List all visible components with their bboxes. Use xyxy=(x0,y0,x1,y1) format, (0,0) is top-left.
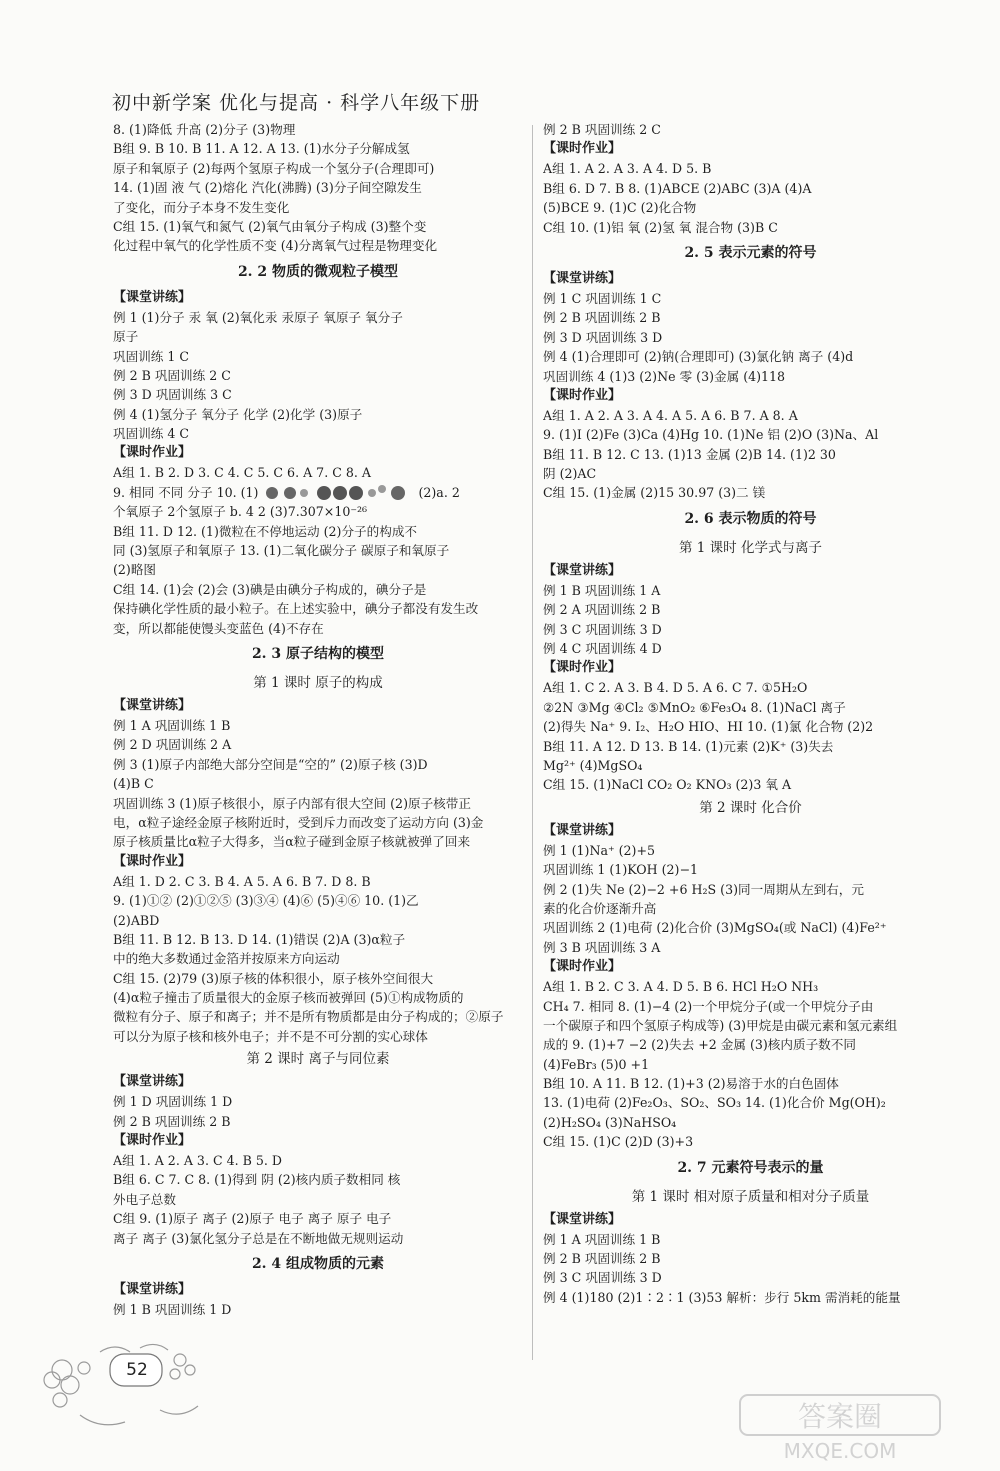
answer-line: (5)BCE 9. (1)C (2)化合物 xyxy=(543,200,697,216)
answer-line: 个氧原子 2个氢原子 b. 4 2 (3)7.307×10⁻²⁶ xyxy=(113,504,368,520)
answer-line: 例 1 D 巩固训练 1 D xyxy=(113,1094,233,1110)
answer-line: A组 1. B 2. C 3. A 4. D 5. B 6. HCl H₂O NH₃ xyxy=(543,979,819,995)
answer-line: 成的 9. (1)+7 −2 (2)失去 +2 金属 (3)核内质子数不同 xyxy=(543,1037,856,1053)
answer-line: (2)得失 Na⁺ 9. I₂、H₂O HIO、HI 10. (1)氯 化合物 (2)2 xyxy=(543,719,874,735)
answer-line: 例 1 A 巩固训练 1 B xyxy=(113,717,231,733)
section-tag: 【课时作业】 xyxy=(543,959,622,975)
answer-line: 例 4 (1)180 (2)1∶2∶1 (3)53 解析：步行 5km 需消耗的能量 xyxy=(543,1289,901,1305)
answer-line: 例 1 (1)Na⁺ (2)+5 xyxy=(543,842,656,858)
answer-line: B组 9. B 10. B 11. A 12. A 13. (1)水分子分解成氢 xyxy=(113,141,410,157)
answer-line: 例 2 B 巩固训练 2 C xyxy=(543,122,661,137)
section-tag: 【课堂讲练】 xyxy=(113,697,192,713)
section-tag: 【课时作业】 xyxy=(113,1133,192,1149)
answer-line: 例 2 A 巩固训练 2 B xyxy=(543,602,661,618)
lesson-title: 第 1 课时 相对原子质量和相对分子质量 xyxy=(631,1188,870,1205)
molecule-model-icon xyxy=(264,483,414,503)
answer-line: 保持碘化学性质的最小粒子。在上述实验中，碘分子都没有发生改 xyxy=(113,601,479,617)
answer-line: 中的绝大多数通过金箔并按原来方向运动 xyxy=(113,951,340,967)
answer-line: 微粒有分子、原子和离子；并不是所有物质都是由分子构成的；②原子 xyxy=(113,1009,504,1025)
answer-line: 例 1 B 巩固训练 1 D xyxy=(113,1301,232,1317)
section-tag: 【课时作业】 xyxy=(543,660,622,676)
section-tag: 【课时作业】 xyxy=(113,853,192,869)
answer-line: C组 15. (2)79 (3)原子核的体积很小，原子核外空间很大 xyxy=(113,970,434,986)
answer-line: C组 15. (1)NaCl CO₂ O₂ KNO₃ (2)3 氧 A xyxy=(543,777,792,793)
answer-line: 8. (1)降低 升高 (2)分子 (3)物理 xyxy=(113,122,296,137)
section-tag: 【课堂讲练】 xyxy=(543,822,622,838)
column-divider xyxy=(532,125,533,1360)
section-tag: 【课堂讲练】 xyxy=(543,270,622,286)
answer-line: 例 2 D 巩固训练 2 A xyxy=(113,737,232,753)
answer-line: 例 3 C 巩固训练 3 D xyxy=(543,1270,662,1286)
answer-line: A组 1. A 2. A 3. C 4. B 5. D xyxy=(113,1153,282,1169)
answer-line: C组 15. (1)氧气和氮气 (2)氧气由氧分子构成 (3)整个变 xyxy=(113,218,427,234)
watermark-logo-icon xyxy=(710,1390,970,1465)
answer-line: 例 3 D 巩固训练 3 D xyxy=(543,329,663,345)
section-tag: 【课堂讲练】 xyxy=(113,1074,192,1090)
answer-line: B组 11. A 12. D 13. B 14. (1)元素 (2)K⁺ (3)失去 xyxy=(543,738,834,754)
section-tag: 【课堂讲练】 xyxy=(113,289,192,305)
answer-text: (2)a. 2 xyxy=(414,484,460,500)
section-tag: 【课堂讲练】 xyxy=(543,562,622,578)
lesson-title: 第 1 课时 原子的构成 xyxy=(253,674,383,691)
answer-line: 例 1 (1)分子 汞 氧 (2)氧化汞 汞原子 氧原子 氧分子 xyxy=(113,309,403,325)
answer-line: 例 3 (1)原子内部绝大部分空间是“空的” (2)原子核 (3)D xyxy=(113,756,428,772)
lesson-title: 第 2 课时 离子与同位素 xyxy=(246,1051,390,1068)
answer-line: CH₄ 7. 相同 8. (1)−4 (2)一个甲烷分子(或一个甲烷分子由 xyxy=(543,998,874,1014)
answer-line: A组 1. C 2. A 3. B 4. D 5. A 6. C 7. ①5H₂O xyxy=(543,680,808,696)
lesson-title: 第 1 课时 化学式与离子 xyxy=(679,539,822,556)
answer-line: 例 4 (1)合理即可 (2)钠(合理即可) (3)氯化钠 离子 (4)d xyxy=(543,349,854,365)
answer-line: B组 10. A 11. B 12. (1)+3 (2)易溶于水的白色固体 xyxy=(543,1076,839,1092)
answer-line: B组 6. D 7. B 8. (1)ABCE (2)ABC (3)A (4)A xyxy=(543,180,812,196)
left-column xyxy=(113,120,523,1319)
answer-line: 巩固训练 1 C xyxy=(113,348,190,364)
answer-line: (4)α粒子撞击了质量很大的金原子核而被弹回 (5)①构成物质的 xyxy=(113,990,464,1006)
answer-line: 了变化，而分子本身不发生变化 xyxy=(113,199,290,215)
answer-line: 例 4 (1)氢分子 氧分子 化学 (2)化学 (3)原子 xyxy=(113,406,363,422)
answer-line-molecule xyxy=(113,483,523,502)
right-column xyxy=(543,120,958,1307)
answer-line: B组 6. C 7. C 8. (1)得到 阴 (2)核内质子数相同 核 xyxy=(113,1172,401,1188)
answer-line: 巩固训练 1 (1)KOH (2)−1 xyxy=(543,862,699,878)
answer-line: 例 2 (1)失 Ne (2)−2 +6 H₂S (3)同一周期从左到右，元 xyxy=(543,881,864,897)
section-tag: 【课时作业】 xyxy=(113,445,192,461)
answer-line: C组 9. (1)原子 离子 (2)原子 电子 离子 原子 电子 xyxy=(113,1211,392,1227)
answer-line: 例 4 C 巩固训练 4 D xyxy=(543,641,662,657)
answer-line: 电，α粒子途经金原子核附近时，受到斥力而改变了运动方向 (3)金 xyxy=(113,814,484,830)
answer-line: 阴 (2)AC xyxy=(543,466,597,482)
section-title: 2. 2 物质的微观粒子模型 xyxy=(237,263,399,280)
answer-line: C组 14. (1)会 (2)会 (3)碘是由碘分子构成的，碘分子是 xyxy=(113,581,427,597)
answer-line: 原子 xyxy=(113,329,139,345)
lesson-title: 第 2 课时 化合价 xyxy=(699,799,802,816)
answer-line: 一个碳原子和四个氢原子构成等) (3)甲烷是由碳元素和氢元素组 xyxy=(543,1017,898,1033)
section-title: 2. 5 表示元素的符号 xyxy=(684,244,817,261)
answer-line: C组 15. (1)C (2)D (3)+3 xyxy=(543,1134,694,1150)
answer-line: (4)B C xyxy=(113,776,154,792)
section-title: 2. 6 表示物质的符号 xyxy=(684,510,817,527)
answer-line: A组 1. A 2. A 3. A 4. D 5. B xyxy=(543,161,712,177)
answer-line: 例 2 B 巩固训练 2 B xyxy=(543,1251,661,1267)
answer-text: 9. 相同 不同 分子 10. (1) xyxy=(113,484,259,500)
answer-line: 离子 离子 (3)氯化氢分子总是在不断地做无规则运动 xyxy=(113,1230,404,1246)
answer-line: B组 11. B 12. C 13. (1)13 金属 (2)B 14. (1)2 30 xyxy=(543,446,836,462)
answer-line: B组 11. B 12. B 13. D 14. (1)错误 (2)A (3)α粒子 xyxy=(113,931,406,947)
answer-line: 化过程中氧气的化学性质不变 (4)分离氧气过程是物理变化 xyxy=(113,238,438,254)
answer-line: 巩固训练 4 (1)3 (2)Ne 零 (3)金属 (4)118 xyxy=(543,368,786,384)
answer-line: 巩固训练 4 C xyxy=(113,426,190,442)
section-tag: 【课堂讲练】 xyxy=(543,1211,622,1227)
answer-line: 可以分为原子核和核外电子；并不是不可分割的实心球体 xyxy=(113,1028,428,1044)
answer-line: 巩固训练 3 (1)原子核很小，原子内部有很大空间 (2)原子核带正 xyxy=(113,795,471,811)
answer-line: 变，所以都能使馒头变蓝色 (4)不存在 xyxy=(113,620,324,636)
answer-line: 例 2 B 巩固训练 2 B xyxy=(113,1113,231,1129)
answer-line: 原子和氧原子 (2)每两个氢原子构成一个氢分子(合理即可) xyxy=(113,160,435,176)
answer-line: 例 2 B 巩固训练 2 B xyxy=(543,310,661,326)
answer-line: 9. (1)I (2)Fe (3)Ca (4)Hg 10. (1)Ne 铝 (2)O (3)Na、Al xyxy=(543,427,879,443)
section-tag: 【课堂讲练】 xyxy=(113,1281,192,1297)
section-tag: 【课时作业】 xyxy=(543,387,622,403)
watermark-url: MXQE.COM xyxy=(783,1439,897,1463)
answer-line: (2)略图 xyxy=(113,562,157,578)
answer-line: B组 11. D 12. (1)微粒在不停地运动 (2)分子的构成不 xyxy=(113,523,418,539)
answer-line: 例 1 A 巩固训练 1 B xyxy=(543,1231,661,1247)
answer-line: 例 3 B 巩固训练 3 A xyxy=(543,939,661,955)
answer-line: A组 1. A 2. A 3. A 4. A 5. A 6. B 7. A 8. A xyxy=(543,407,798,423)
answer-line: 例 3 D 巩固训练 3 C xyxy=(113,387,232,403)
answer-line: C组 10. (1)铝 氧 (2)氢 氧 混合物 (3)B C xyxy=(543,219,778,235)
section-title: 2. 4 组成物质的元素 xyxy=(251,1255,385,1272)
answer-line: 14. (1)固 液 气 (2)熔化 汽化(沸腾) (3)分子间空隙发生 xyxy=(113,180,422,196)
answer-line: 巩固训练 2 (1)电荷 (2)化合价 (3)MgSO₄(或 NaCl) (4)Fe²⁺ xyxy=(543,920,887,936)
answer-line: C组 15. (1)金属 (2)15 30.97 (3)二 镁 xyxy=(543,485,766,501)
section-title: 2. 7 元素符号表示的量 xyxy=(677,1159,824,1176)
section-tag: 【课时作业】 xyxy=(543,141,622,157)
section-title: 2. 3 原子结构的模型 xyxy=(251,645,385,662)
answer-line: ②2N ③Mg ④Cl₂ ⑤MnO₂ ⑥Fe₃O₄ 8. (1)NaCl 离子 xyxy=(543,699,846,715)
page-number: 52 xyxy=(126,1360,148,1380)
answer-line: 原子核质量比α粒子大得多，当α粒子碰到金原子核就被弹了回来 xyxy=(113,834,471,850)
answer-line: 素的化合价逐渐升高 xyxy=(543,900,657,916)
answer-line: 同 (3)氢原子和氧原子 13. (1)二氧化碳分子 碳原子和氧原子 xyxy=(113,543,450,559)
answer-line: 例 1 B 巩固训练 1 A xyxy=(543,582,661,598)
answer-line: (2)H₂SO₄ (3)NaHSO₄ xyxy=(543,1114,677,1130)
answer-line: (2)ABD xyxy=(113,912,160,928)
answer-line: 例 3 C 巩固训练 3 D xyxy=(543,621,662,637)
page-header: 初中新学案 优化与提高 · 科学八年级下册 xyxy=(112,92,481,114)
answer-line: 13. (1)电荷 (2)Fe₂O₃、SO₂、SO₃ 14. (1)化合价 Mg(OH)₂ xyxy=(543,1095,886,1111)
answer-line: 例 2 B 巩固训练 2 C xyxy=(113,367,231,383)
answer-line: 外电子总数 xyxy=(113,1191,176,1207)
answer-line: A组 1. B 2. D 3. C 4. C 5. C 6. A 7. C 8. A xyxy=(113,465,371,481)
answer-line: 例 1 C 巩固训练 1 C xyxy=(543,290,662,306)
answer-line: A组 1. D 2. C 3. B 4. A 5. A 6. B 7. D 8. B xyxy=(113,873,371,889)
answer-line: 9. (1)①② (2)①②⑤ (3)③④ (4)⑥ (5)④⑥ 10. (1)乙 xyxy=(113,893,419,909)
answer-line: (4)FeBr₃ (5)0 +1 xyxy=(543,1056,650,1072)
watermark-text: 答案圈 xyxy=(797,1400,883,1433)
answer-line: Mg²⁺ (4)MgSO₄ xyxy=(543,757,643,773)
